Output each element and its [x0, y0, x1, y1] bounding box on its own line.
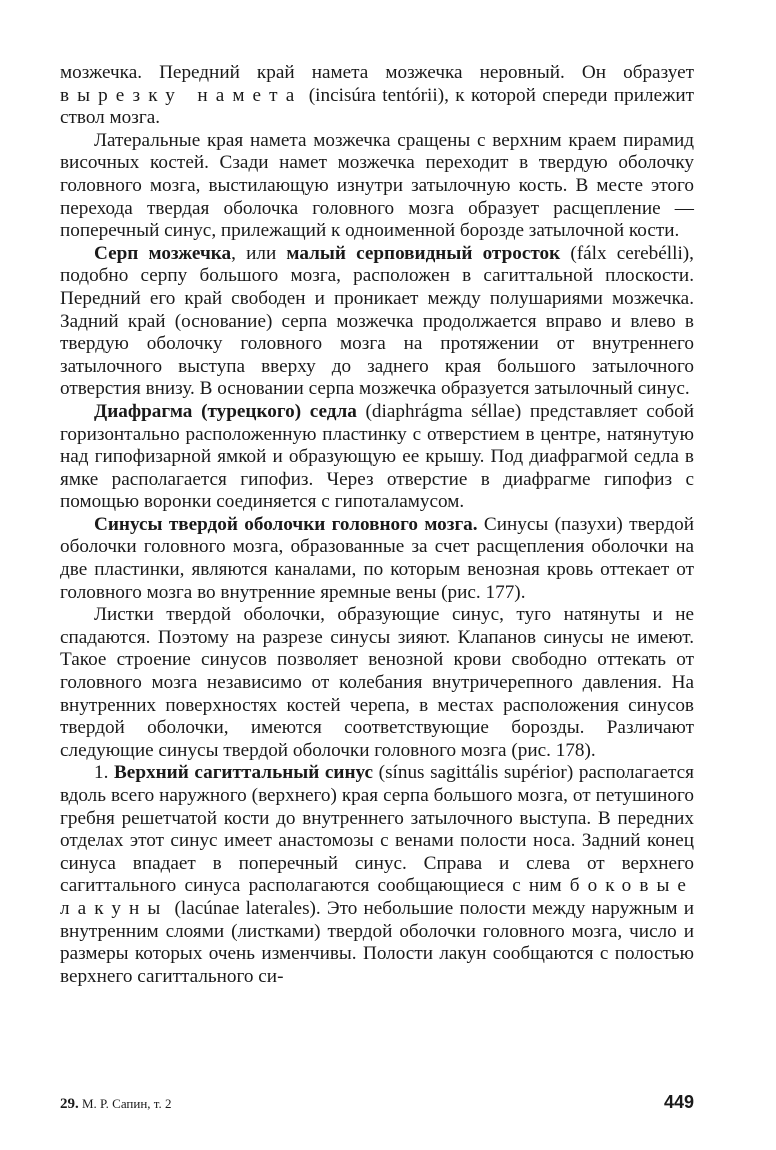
text-run: (lacúnae laterales). Это небольшие полости между наружным и внутренним слоями (листками) твердой оболочки головного мозга, число и размеры которых очень изменчивы. Полости лакун сообщаются с полостью верхнего сагиттального си- — [60, 897, 694, 987]
paragraph-6 — [60, 604, 694, 762]
page-number: 449 — [663, 1092, 694, 1112]
text-run: (sínus sagittális supérior) располагается вдоль всего наружного (верхнего) края серпа большого мозга, от петушиного гребня решетчатой кости до внутреннего затылочного выступа. В передних отделах этот синус имеет анастомозы с венами полости носа. Задний конец синуса впадает в поперечный синус. Справа и слева от верхнего сагиттального синуса располагаются сообщающиеся с ним — [60, 762, 695, 897]
text-run: (incisúra tentórii), к которой спереди прилежит ствол мозга. — [60, 84, 694, 129]
spaced-term: вырезку намета — [60, 84, 303, 106]
printer-signature — [60, 1096, 172, 1113]
spaced-term: боковые лакуны — [60, 875, 694, 919]
signature-text: М. Р. Сапин, т. 2 — [78, 1096, 172, 1111]
bold-term: Диафрагма (турецкого) седла — [94, 400, 357, 422]
text-run: мозжечка. Передний край намета мозжечка неровный. Он образует — [60, 62, 694, 83]
paragraph-2 — [60, 130, 694, 243]
page-footer — [60, 1092, 694, 1118]
text-run: Листки твердой оболочки, образующие синус, туго натянуты и не спадаются. Поэтому на разрезе синусы зияют. Клапанов синусы не имеют. Такое строение синусов позволяет венозной крови свободно оттекать от головного мозга независимо от колебания внутричерепного давления. На внутренних поверхностях костей черепа, в местах расположения синусов твердой оболочки, имеются соответствующие борозды. Различают следующие синусы твердой оболочки головного мозга (рис. 178). — [60, 604, 694, 761]
text-run: Синусы (пазухи) твердой оболочки головного мозга, образованные за счет расщепления оболочки на две пластинки, являются каналами, по которым венозная кровь оттекает от головного мозга во внутренние яремные вены (рис. 177). — [60, 513, 694, 603]
signature-number: 29. — [60, 1096, 79, 1112]
bold-term: малый серповидный отросток — [286, 242, 561, 264]
paragraph-1 — [60, 62, 694, 130]
bold-term: Верхний сагиттальный синус — [114, 762, 374, 784]
bold-term: Серп мозжечка — [94, 242, 232, 264]
list-number: 1. — [94, 762, 114, 784]
paragraph-7 — [60, 762, 694, 988]
paragraph-3 — [60, 243, 694, 401]
text-run: (fálx cerebélli), подобно серпу большого мозга, расположен в сагиттальной плоскости. Передний его край свободен и проникает между полушариями мозжечка. Задний край (основание) серпа мозжечка продолжается вправо и влево в твердую оболочку головного мозга на протяжении от внутреннего затылочного выступа вверху до заднего края большого затылочного отверстия внизу. В основании серпа мозжечка образуется затылочный синус. — [60, 242, 694, 400]
text-run: (diaphrágma séllae) представляет собой горизонтально расположенную пластинку с отверстием в центре, натянутую над гипофизарной ямкой и образующую ее крышу. Под диафрагмой седла в ямке располагается гипофиз. Через отверстие в диафрагме гипофиз с помощью воронки соединяется с гипоталамусом. — [60, 400, 694, 513]
paragraph-4 — [60, 401, 694, 514]
bold-heading: Синусы твердой оболочки головного мозга. — [94, 513, 478, 535]
paragraph-5 — [60, 514, 694, 604]
text-run: , или — [231, 242, 287, 264]
text-run: Латеральные края намета мозжечка сращены с верхним краем пирамид височных костей. Сзади намет мозжечка переходит в твердую оболочку головного мозга, выстилающую изнутри затылочную кость. В месте этого перехода твердая оболочка головного мозга образует расщепление — поперечный синус, прилежащий к одноименной борозде затылочной кости. — [60, 129, 694, 242]
page-text — [60, 62, 694, 988]
